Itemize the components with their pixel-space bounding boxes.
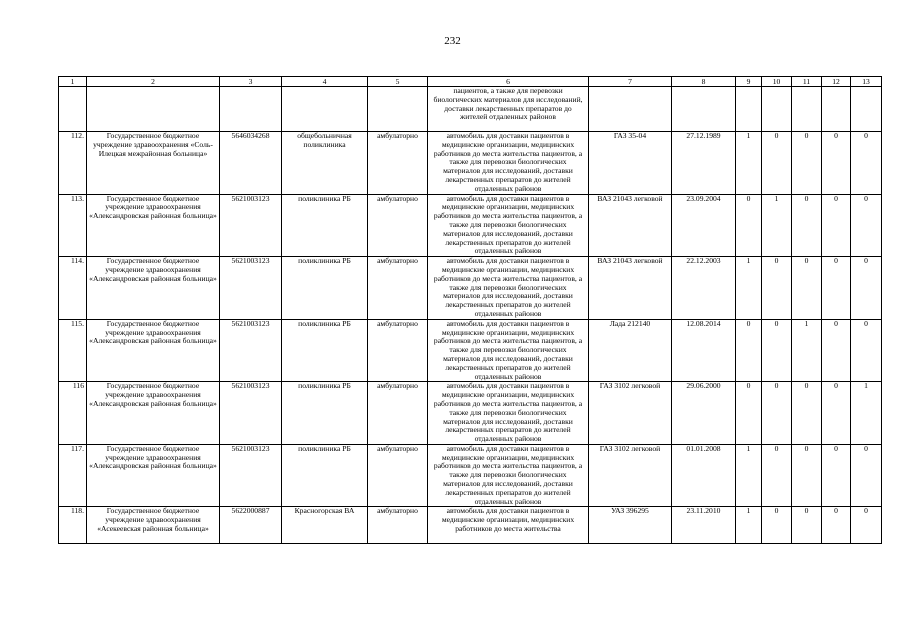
page-number: 232 [444, 35, 461, 47]
column-number-10: 10 [762, 77, 792, 87]
cell-date: 22.12.2003 [672, 257, 736, 320]
column-number-6: 6 [428, 77, 589, 87]
cell-description: автомобиль для доставки пациентов в медицинские организации, медицинских работников до места жительства пациентов, а также для перевозки биологических материалов для исследований, доставки лекарственных препаратов до жителей отдаленных районов [428, 257, 589, 320]
column-number-4: 4 [282, 77, 368, 87]
column-number-row [59, 77, 882, 87]
table-row [59, 132, 882, 195]
cell-unit [282, 87, 368, 132]
cell-inn: 5622000887 [220, 507, 282, 544]
column-number-9: 9 [736, 77, 762, 87]
cell-date [672, 87, 736, 132]
cell-c9: 1 [736, 507, 762, 544]
cell-institution: Государственное бюджетное учреждение здравоохранения «Александровская районная больница» [87, 257, 220, 320]
table-row [59, 444, 882, 507]
vehicle-registry-table [58, 76, 882, 544]
cell-c10: 1 [762, 194, 792, 257]
cell-unit: поликлиника РБ [282, 319, 368, 382]
table-row [59, 507, 882, 544]
cell-care-type: амбулаторно [368, 132, 428, 195]
table-header [59, 77, 882, 87]
cell-c9: 1 [736, 257, 762, 320]
cell-description: автомобиль для доставки пациентов в медицинские организации, медицинских работников до места жительства пациентов, а также для перевозки биологических материалов для исследований, доставки лекарственных препаратов до жителей отдаленных районов [428, 194, 589, 257]
cell-c11: 0 [792, 132, 822, 195]
cell-c11: 0 [792, 257, 822, 320]
cell-inn: 5621003123 [220, 257, 282, 320]
cell-num: 118. [59, 507, 87, 544]
cell-date: 27.12.1989 [672, 132, 736, 195]
cell-unit: поликлиника РБ [282, 382, 368, 445]
cell-c10: 0 [762, 444, 792, 507]
cell-description: автомобиль для доставки пациентов в медицинские организации, медицинских работников до места жительства [428, 507, 589, 544]
cell-vehicle [589, 87, 672, 132]
cell-c11: 0 [792, 382, 822, 445]
cell-care-type: амбулаторно [368, 257, 428, 320]
table-body [59, 87, 882, 544]
cell-num: 116 [59, 382, 87, 445]
cell-c10: 0 [762, 382, 792, 445]
cell-c9: 1 [736, 132, 762, 195]
cell-c13 [851, 87, 882, 132]
cell-unit: общебольничная поликлиника [282, 132, 368, 195]
cell-c12: 0 [822, 132, 851, 195]
cell-c9: 0 [736, 382, 762, 445]
cell-vehicle: ВАЗ 21043 легковой [589, 257, 672, 320]
cell-c12: 0 [822, 444, 851, 507]
cell-institution: Государственное бюджетное учреждение здравоохранения «Александровская районная больница» [87, 382, 220, 445]
cell-c12: 0 [822, 382, 851, 445]
cell-c11: 0 [792, 507, 822, 544]
cell-c9: 1 [736, 444, 762, 507]
cell-c11: 1 [792, 319, 822, 382]
cell-c13: 0 [851, 194, 882, 257]
cell-date: 23.09.2004 [672, 194, 736, 257]
continuation-row [59, 87, 882, 132]
table-row [59, 194, 882, 257]
cell-c13: 1 [851, 382, 882, 445]
cell-c9 [736, 87, 762, 132]
cell-institution [87, 87, 220, 132]
cell-inn: 5646034268 [220, 132, 282, 195]
cell-description: автомобиль для доставки пациентов в медицинские организации, медицинских работников до места жительства пациентов, а также для перевозки биологических материалов для исследований, доставки лекарственных препаратов до жителей отдаленных районов [428, 319, 589, 382]
table-row [59, 319, 882, 382]
cell-num: 114. [59, 257, 87, 320]
cell-c11: 0 [792, 444, 822, 507]
table-row [59, 257, 882, 320]
cell-description: автомобиль для доставки пациентов в медицинские организации, медицинских работников до места жительства пациентов, а также для перевозки биологических материалов для исследований, доставки лекарственных препаратов до жителей отдаленных районов [428, 382, 589, 445]
cell-num: 113. [59, 194, 87, 257]
column-number-11: 11 [792, 77, 822, 87]
cell-institution: Государственное бюджетное учреждение здравоохранения «Соль-Илецкая межрайонная больница» [87, 132, 220, 195]
column-number-3: 3 [220, 77, 282, 87]
column-number-7: 7 [589, 77, 672, 87]
cell-inn: 5621003123 [220, 382, 282, 445]
cell-unit: Красногорская ВА [282, 507, 368, 544]
column-number-2: 2 [87, 77, 220, 87]
cell-c10 [762, 87, 792, 132]
cell-inn: 5621003123 [220, 194, 282, 257]
cell-c12 [822, 87, 851, 132]
cell-institution: Государственное бюджетное учреждение здравоохранения «Александровская районная больница» [87, 319, 220, 382]
cell-c10: 0 [762, 319, 792, 382]
cell-care-type: амбулаторно [368, 507, 428, 544]
cell-c13: 0 [851, 257, 882, 320]
cell-num: 115. [59, 319, 87, 382]
cell-num [59, 87, 87, 132]
cell-description: пациентов, а также для перевозки биологических материалов для исследований, доставки лекарственных препаратов до жителей отдаленных районов [428, 87, 589, 132]
cell-inn: 5621003123 [220, 444, 282, 507]
cell-c12: 0 [822, 194, 851, 257]
column-number-5: 5 [368, 77, 428, 87]
column-number-8: 8 [672, 77, 736, 87]
cell-care-type: амбулаторно [368, 194, 428, 257]
cell-unit: поликлиника РБ [282, 194, 368, 257]
cell-care-type: амбулаторно [368, 444, 428, 507]
column-number-13: 13 [851, 77, 882, 87]
cell-c13: 0 [851, 319, 882, 382]
cell-c10: 0 [762, 507, 792, 544]
cell-vehicle: ГАЗ 3102 легковой [589, 444, 672, 507]
cell-institution: Государственное бюджетное учреждение здравоохранения «Александровская районная больница» [87, 444, 220, 507]
cell-vehicle: Лада 212140 [589, 319, 672, 382]
cell-description: автомобиль для доставки пациентов в медицинские организации, медицинских работников до места жительства пациентов, а также для перевозки биологических материалов для исследований, доставки лекарственных препаратов до жителей отдаленных районов [428, 444, 589, 507]
cell-num: 117. [59, 444, 87, 507]
cell-unit: поликлиника РБ [282, 444, 368, 507]
cell-c12: 0 [822, 507, 851, 544]
cell-care-type: амбулаторно [368, 319, 428, 382]
column-number-12: 12 [822, 77, 851, 87]
cell-c13: 0 [851, 507, 882, 544]
cell-date: 12.08.2014 [672, 319, 736, 382]
column-number-1: 1 [59, 77, 87, 87]
cell-c11: 0 [792, 194, 822, 257]
cell-unit: поликлиника РБ [282, 257, 368, 320]
cell-c11 [792, 87, 822, 132]
cell-vehicle: УАЗ 396295 [589, 507, 672, 544]
cell-institution: Государственное бюджетное учреждение здравоохранения «Асекеевская районная больница» [87, 507, 220, 544]
cell-c12: 0 [822, 257, 851, 320]
cell-inn [220, 87, 282, 132]
cell-inn: 5621003123 [220, 319, 282, 382]
cell-num: 112. [59, 132, 87, 195]
cell-c10: 0 [762, 257, 792, 320]
cell-date: 01.01.2008 [672, 444, 736, 507]
cell-c13: 0 [851, 132, 882, 195]
cell-c12: 0 [822, 319, 851, 382]
cell-c9: 0 [736, 194, 762, 257]
cell-description: автомобиль для доставки пациентов в медицинские организации, медицинских работников до места жительства пациентов, а также для перевозки биологических материалов для исследований, доставки лекарственных препаратов до жителей отдаленных районов [428, 132, 589, 195]
cell-vehicle: ГАЗ 35-04 [589, 132, 672, 195]
table-row [59, 382, 882, 445]
cell-vehicle: ВАЗ 21043 легковой [589, 194, 672, 257]
cell-c13: 0 [851, 444, 882, 507]
cell-vehicle: ГАЗ 3102 легковой [589, 382, 672, 445]
cell-date: 29.06.2000 [672, 382, 736, 445]
cell-c10: 0 [762, 132, 792, 195]
cell-care-type: амбулаторно [368, 382, 428, 445]
cell-institution: Государственное бюджетное учреждение здравоохранения «Александровская районная больница» [87, 194, 220, 257]
cell-care-type [368, 87, 428, 132]
cell-date: 23.11.2010 [672, 507, 736, 544]
cell-c9: 0 [736, 319, 762, 382]
